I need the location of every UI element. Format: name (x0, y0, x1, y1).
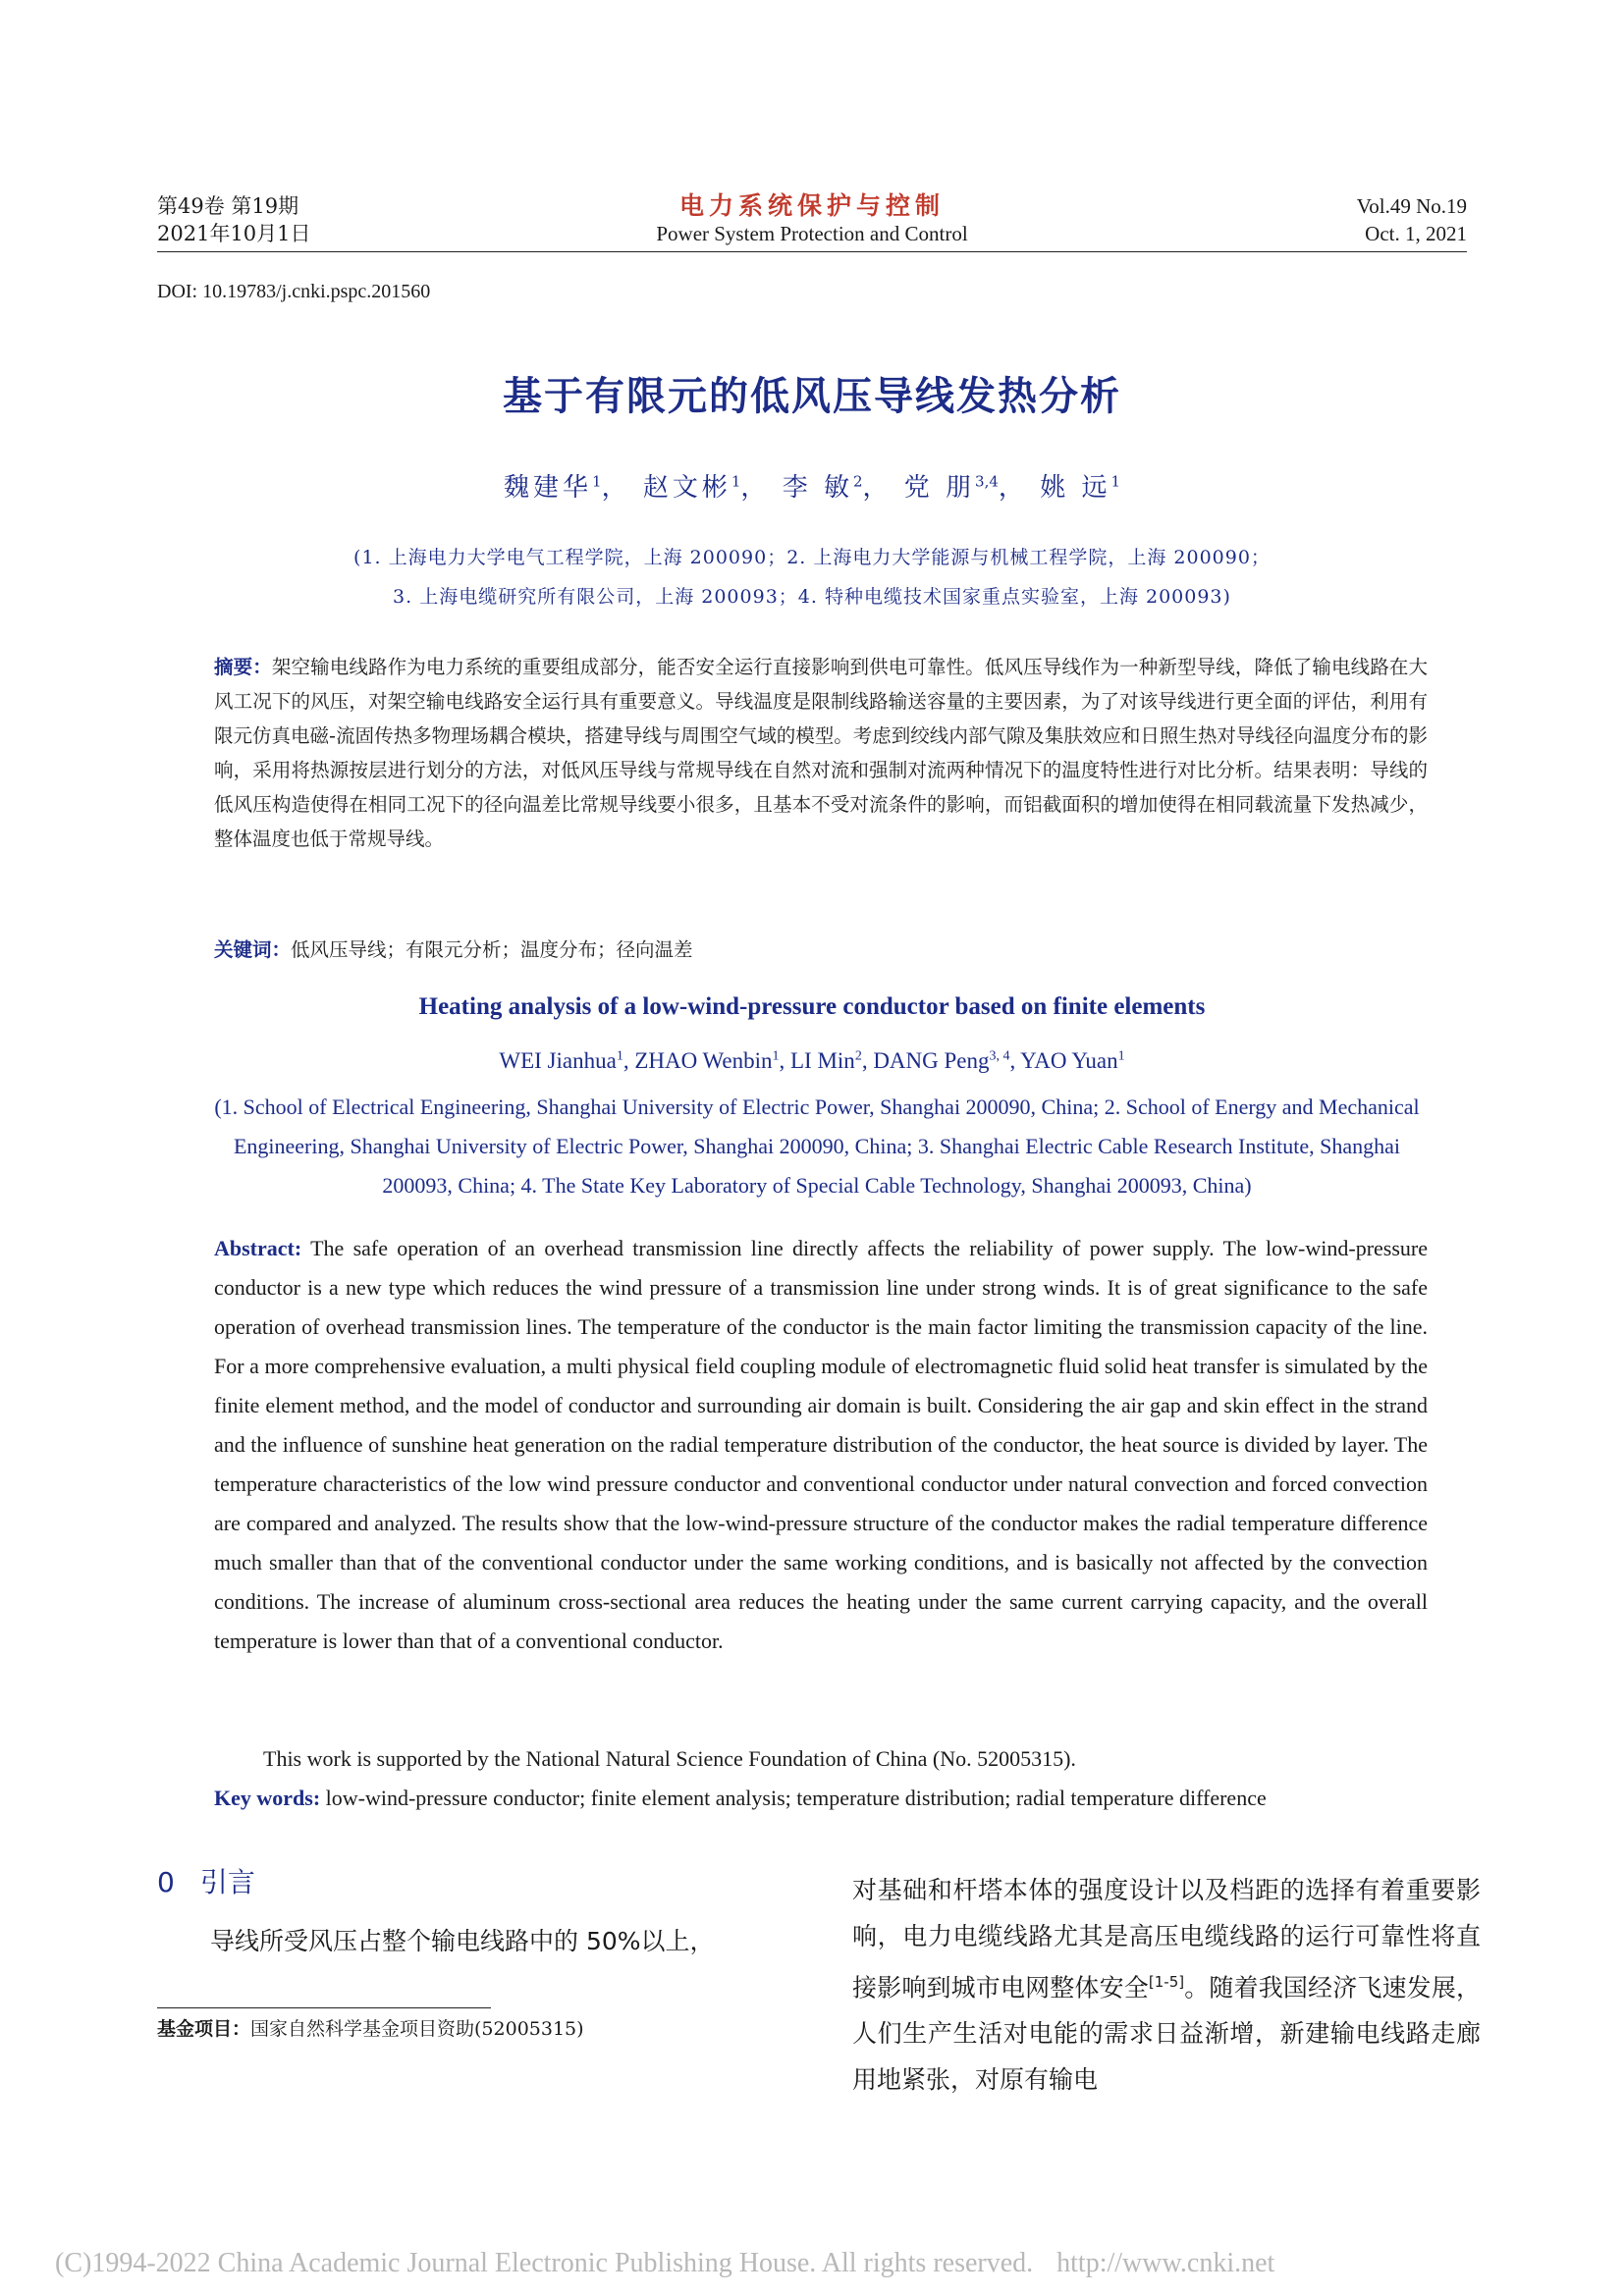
abstract-en-text: The safe operation of an overhead transmission line directly affects the reliability of power supply. The low-wind-pressure conductor is a new type which reduces the wind pressure of a transmission line under strong winds. It is of great significance to the safe operation of overhead transmission lines. The temperature of the conductor is the main factor limiting the transmission capacity of the line. For a more comprehensive evaluation, a multi physical field coupling module of electromagnetic fluid solid heat transfer is simulated by the finite element method, and the model of conductor and surrounding air domain is built. Considering the air gap and skin effect in the strand and the influence of sunshine heat generation on the radial temperature distribution of the conductor, the heat source is divided by layer. The temperature characteristics of the low wind pressure conductor and conventional conductor under natural convection and forced convection are compared and analyzed. The results show that the low-wind-pressure structure of the conductor makes the radial temperature difference much smaller than that of the conventional conductor under the same working conditions, and is basically not affected by the convection conditions. The increase of aluminum cross-sectional area reduces the heating under the same current carrying capacity, and the overall temperature is lower than that of a conventional conductor. (214, 1236, 1429, 1653)
intro-paragraph-right-b: 。随着我国经济飞速发展，人们生产生活对电能的需求日益渐增，新建输电线路走廊用地紧张，对原有输电 (852, 1973, 1481, 2095)
funding-footnote (157, 2014, 584, 2041)
affiliations-en: (1. School of Electrical Engineering, Shanghai University of Electric Power, Shanghai 200090, China; 2. School of Energy and Mechanical Engineering, Shanghai University of Electric Power, Shanghai 200090, China; 3. Shanghai Electric Cable Research Institute, Shanghai 200093, China; 4. The State Key Laboratory of Special Cable Technology, Shanghai 200093, China) (214, 1095, 1420, 1198)
author-cn: 姚 远$^1$ (1040, 472, 1120, 503)
author-en: WEI Jianhua$^1$, (499, 1048, 635, 1073)
author-cn: 赵文彬$^1$， (642, 472, 771, 503)
journal-name-cn: 电力系统保护与控制 (678, 191, 945, 220)
funding-label: 基金项目： (157, 2018, 251, 2040)
header-rule (157, 251, 1467, 252)
abstract-en (214, 1229, 1428, 1661)
author-en: YAO Yuan$^1$ (1020, 1048, 1125, 1073)
watermark-url: http://www.cnki.net (1056, 2248, 1275, 2278)
keywords-en-label: Key words: (214, 1786, 321, 1810)
section-number: 0 (157, 1866, 175, 1898)
keywords-cn-label: 关键词： (214, 938, 292, 961)
header-right (1357, 192, 1467, 247)
section-heading (157, 1861, 785, 1910)
funding-text: 国家自然科学基金项目资助(52005315) (250, 2018, 584, 2040)
keywords-cn (214, 933, 1428, 967)
keywords-cn-text: 低风压导线；有限元分析；温度分布；径向温差 (291, 938, 693, 961)
abstract-cn-label: 摘要： (214, 656, 272, 678)
authors-cn (0, 467, 1624, 504)
abstract-cn (214, 650, 1428, 856)
date-cn: 2021年10月1日 (157, 222, 311, 245)
author-cn: 党 朋$^{3,4}$， (903, 472, 1028, 503)
keywords-en-text: low-wind-pressure conductor; finite element analysis; temperature distribution; radial temperature difference (325, 1786, 1267, 1810)
doi: DOI: 10.19783/j.cnki.pspc.201560 (157, 281, 431, 302)
journal-name-en: Power System Protection and Control (656, 222, 968, 245)
title-cn: 基于有限元的低风压导线发热分析 (503, 374, 1121, 419)
intro-paragraph-left: 导线所受风压占整个输电线路中的 50%以上， (210, 1927, 715, 1955)
section-title: 引言 (199, 1866, 255, 1898)
author-en: LI Min$^2$, (790, 1048, 874, 1073)
right-column (852, 1867, 1481, 2103)
footnote-rule (157, 2007, 491, 2008)
intro-paragraph-right-a: 对基础和杆塔本体的强度设计以及档距的选择有着重要影响，电力电缆线路尤其是高压电缆线路的运行可靠性将直接影响到城市电网整体安全 (852, 1876, 1481, 2002)
citation-ref: [1-5] (1148, 1973, 1185, 1991)
left-column (157, 1861, 785, 1964)
volume-en: Vol.49 No.19 (1356, 194, 1467, 218)
authors-en (0, 1048, 1624, 1074)
author-en: DANG Peng$^{3, 4}$, (873, 1048, 1021, 1073)
watermark-text: (C)1994-2022 China Academic Journal Electronic Publishing House. All rights reserved. (55, 2248, 1034, 2278)
abstract-cn-text: 架空输电线路作为电力系统的重要组成部分，能否安全运行直接影响到供电可靠性。低风压导线作为一种新型导线，降低了输电线路在大风工况下的风压，对架空输电线路安全运行具有重要意义。导线温度是限制线路输送容量的主要因素，为了对该导线进行更全面的评估，利用有限元仿真电磁-流固传热多物理场耦合模块，搭建导线与周围空气域的模型。考虑到绞线内部气隙及集肤效应和日照生热对导线径向温度分布的影响，采用将热源按层进行划分的方法，对低风压导线与常规导线在自然对流和强制对流两种情况下的温度特性进行对比分析。结果表明：导线的低风压构造使得在相同工况下的径向温差比常规导线要小很多，且基本不受对流条件的影响，而铝截面积的增加使得在相同载流量下发热减少，整体温度也低于常规导线。 (214, 656, 1428, 850)
title-en: Heating analysis of a low-wind-pressure conductor based on finite elements (418, 993, 1206, 1020)
author-cn: 李 敏$^2$， (782, 472, 893, 503)
funding-statement-en: This work is supported by the National Natural Science Foundation of China (No. 52005315). (263, 1746, 1076, 1771)
affiliation-line: (1. 上海电力大学电气工程学院，上海 200090；2. 上海电力大学能源与机械工程学院，上海 200090； (353, 547, 1271, 568)
running-header (157, 192, 1467, 251)
author-en: ZHAO Wenbin$^1$, (634, 1048, 790, 1073)
date-en: Oct. 1, 2021 (1365, 222, 1467, 245)
affiliations-cn (157, 538, 1467, 616)
copyright-watermark (55, 2248, 1274, 2279)
affiliation-line: 3. 上海电缆研究所有限公司，上海 200093；4. 特种电缆技术国家重点实验室，上海 200093) (393, 586, 1231, 608)
author-cn: 魏建华$^1$， (504, 472, 631, 503)
abstract-en-label: Abstract: (214, 1236, 302, 1260)
volume-cn: 第49卷 第19期 (157, 194, 299, 218)
header-center (157, 192, 1467, 247)
keywords-en (214, 1779, 1477, 1818)
